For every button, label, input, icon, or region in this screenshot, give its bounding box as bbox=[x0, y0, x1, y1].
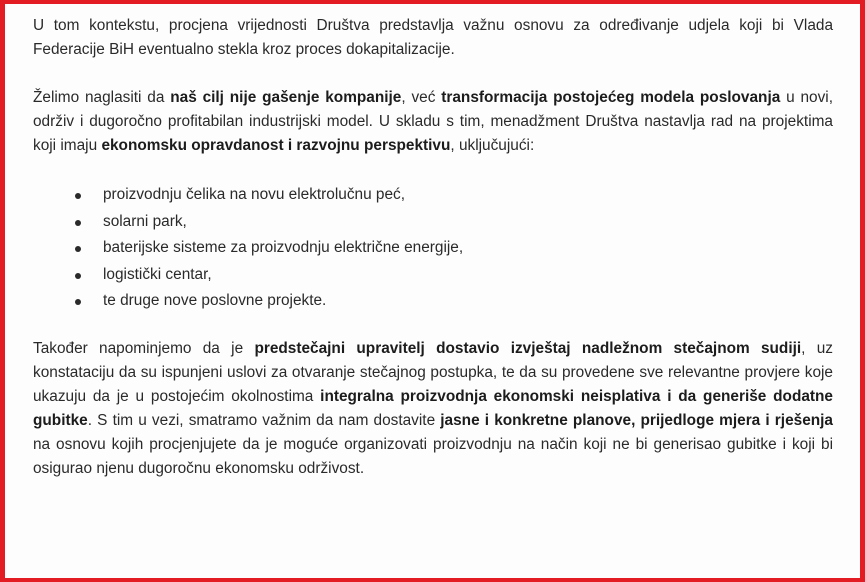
bold-phrase-unprofitable: integralna proizvodnja ekonomski neisplativa i da generiše dodatne gubitke bbox=[33, 387, 833, 429]
bullet-icon bbox=[75, 246, 81, 252]
list-item-text: te druge nove poslovne projekte. bbox=[103, 292, 327, 309]
list-item-text: baterijske sisteme za proizvodnju električne energije, bbox=[103, 239, 464, 256]
paragraph-context: U tom kontekstu, procjena vrijednosti Društva predstavlja važnu osnovu za određivanje udjela koji bi Vlada Federacije BiH eventualno stekla kroz proces dokapitalizacije. bbox=[33, 17, 833, 58]
bold-phrase-transformation: transformacija postojećeg modela poslovanja bbox=[441, 89, 781, 106]
list-item bbox=[75, 262, 833, 289]
paragraph-bankruptcy bbox=[33, 337, 833, 481]
bold-phrase-plans: jasne i konkretne planove, prijedloge mjera i rješenja bbox=[440, 411, 833, 429]
bullet-icon bbox=[75, 193, 81, 199]
bold-phrase-perspective: ekonomsku opravdanost i razvojnu perspektivu bbox=[101, 137, 451, 154]
text-segment: . S tim u vezi, smatramo važnim da nam dostavite bbox=[87, 411, 441, 429]
list-item-text: logistički centar, bbox=[103, 265, 212, 283]
text-segment: na osnovu kojih procjenjujete da je moguće organizovati proizvodnju na način koji ne bi generisao gubitke i koji bi osigurao njenu dugoročnu ekonomsku održivost. bbox=[33, 435, 833, 477]
letter-body bbox=[33, 14, 833, 481]
bold-phrase-goal: naš cilj nije gašenje kompanije bbox=[170, 89, 402, 106]
bullet-icon bbox=[75, 273, 81, 279]
project-list bbox=[33, 182, 833, 315]
text-segment: , već bbox=[401, 89, 442, 106]
text-segment: u novi, održiv i dugoročno profitabilan industrijski model. U skladu s tim, menadžment Društva nastavlja rad na projektima koji imaju bbox=[33, 89, 834, 154]
paragraph-goals bbox=[33, 86, 833, 158]
text-segment: , uključujući: bbox=[450, 137, 535, 154]
bullet-icon bbox=[75, 220, 81, 226]
list-item bbox=[75, 235, 833, 262]
list-item-text: proizvodnju čelika na novu elektrolučnu peć, bbox=[103, 186, 406, 203]
document-frame bbox=[5, 4, 860, 578]
list-item-text: solarni park, bbox=[103, 212, 187, 230]
text-segment: , uz konstataciju da su ispunjeni uslovi za otvaranje stečajnog postupka, te da su provedene sve relevantne provjere koje ukazuju da je u postojećim okolnostima bbox=[33, 339, 833, 405]
list-item bbox=[75, 209, 833, 236]
bullet-icon bbox=[75, 299, 81, 305]
list-item bbox=[75, 288, 833, 315]
bold-phrase-report: predstečajni upravitelj dostavio izvještaj nadležnom stečajnom sudiji bbox=[254, 339, 802, 357]
text-segment: Također napominjemo da je bbox=[33, 339, 255, 357]
text-segment: Želimo naglasiti da bbox=[33, 89, 171, 106]
list-item bbox=[75, 182, 833, 209]
